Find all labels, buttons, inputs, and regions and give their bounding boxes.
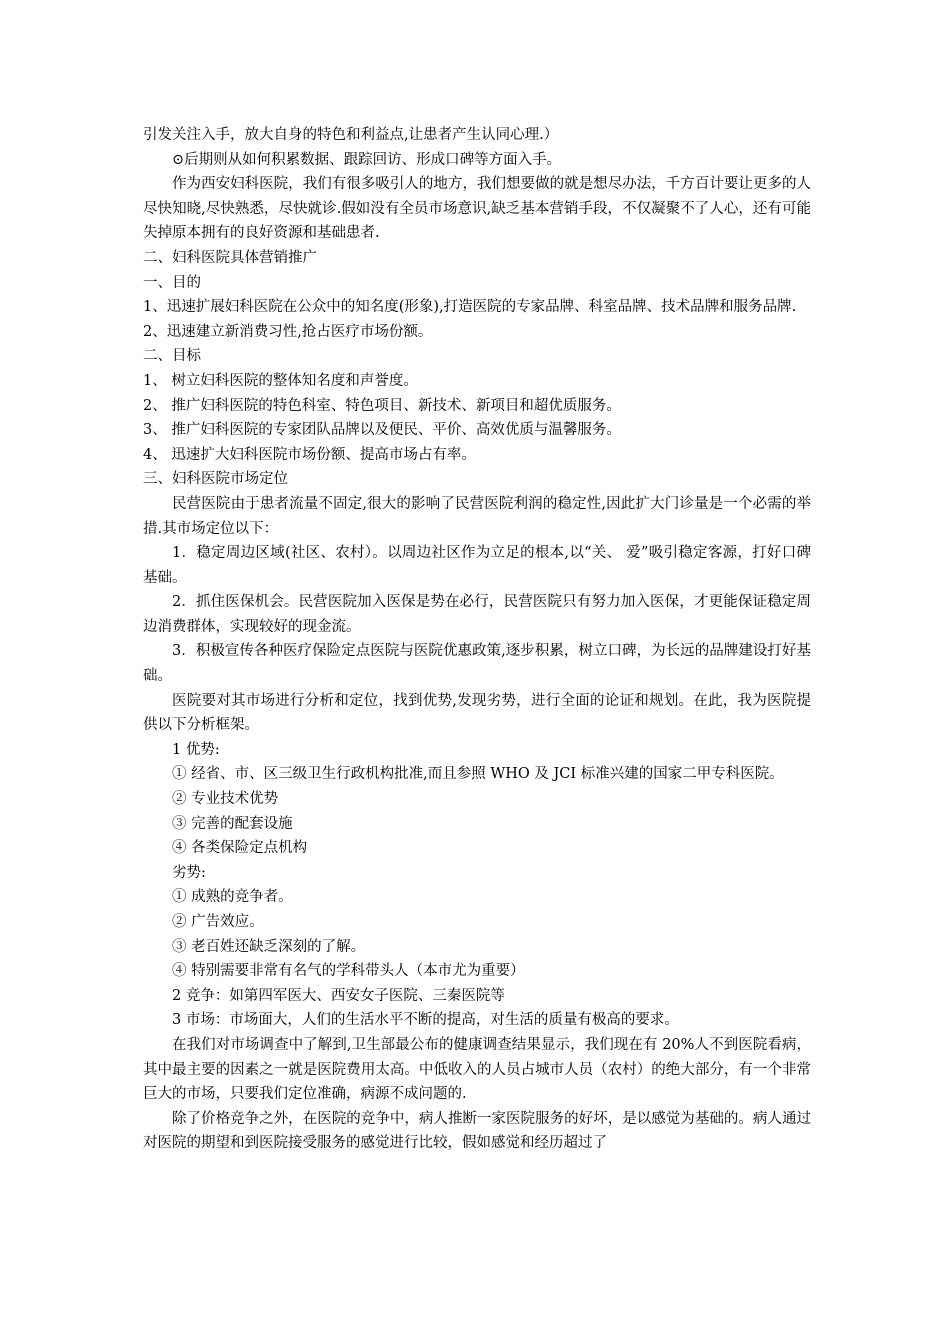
list-heading: 2 竞争：如第四军医大、西安女子医院、三秦医院等 xyxy=(172,987,505,1004)
list-item: 1、迅速扩展妇科医院在公众中的知名度(形象),打造医院的专家品牌、科室品牌、技术品牌和服务品牌. xyxy=(143,299,797,316)
list-item: ③ 老百姓还缺乏深刻的了解。 xyxy=(172,938,366,955)
list-item: ③ 完善的配套设施 xyxy=(172,815,293,832)
list-item: 3、 推广妇科医院的专家团队品牌以及便民、平价、高效优质与温馨服务。 xyxy=(143,422,621,439)
list-item: 3．积极宣传各种医疗保险定点医院与医院优惠政策,逐步积累，树立口碑，为长远的品牌建设打好基础。 xyxy=(143,643,811,685)
list-heading: 1 优势: xyxy=(172,741,220,758)
list-item: 2、 推广妇科医院的特色科室、特色项目、新技术、新项目和超优质服务。 xyxy=(143,397,621,414)
paragraph: 除了价格竞争之外，在医院的竞争中，病人推断一家医院服务的好坏，是以感觉为基础的。病人通过对医院的期望和到医院接受服务的感觉进行比较，假如感觉和经历超过了 xyxy=(143,1110,811,1152)
list-heading: 3 市场：市场面大，人们的生活水平不断的提高，对生活的质量有极高的要求。 xyxy=(172,1012,679,1029)
list-item: ④ 各类保险定点机构 xyxy=(172,840,308,857)
paragraph: 民营医院由于患者流量不固定,很大的影响了民营医院利润的稳定性,因此扩大门诊量是一个必需的举措.其市场定位以下： xyxy=(143,495,811,537)
section-heading: 二、妇科医院具体营销推广 xyxy=(143,249,317,266)
subsection-heading: 二、目标 xyxy=(143,348,201,365)
list-item: ② 广告效应。 xyxy=(172,914,264,930)
subsection-heading: 三、妇科医院市场定位 xyxy=(143,471,288,488)
paragraph: 作为西安妇科医院，我们有很多吸引人的地方，我们想要做的就是想尽办法，千方百计要让更多的人尽快知晓,尽快熟悉，尽快就诊.假如没有全员市场意识,缺乏基本营销手段，不仅凝聚不了人心，还有可能失掉原本拥有的良好资源和基础患者. xyxy=(143,176,811,242)
paragraph: 在我们对市场调查中了解到,卫生部最公布的健康调查结果显示，我们现在有 20%人不到医院看病，其中最主要的因素之一就是医院费用太高。中低收入的人员占城市人员（农村）的绝大部分，有一个非常巨大的市场，只要我们定位准确，病源不成问题的. xyxy=(143,1036,811,1103)
list-heading: 劣势: xyxy=(172,864,206,881)
list-item: ① 经省、市、区三级卫生行政机构批准,而且参照 WHO 及 JCI 标准兴建的国家二甲专科医院。 xyxy=(172,766,784,783)
paragraph: ⊙后期则从如何积累数据、跟踪回访、形成口碑等方面入手。 xyxy=(172,151,562,168)
list-item: ④ 特别需要非常有名气的学科带头人（本市尤为重要） xyxy=(172,963,525,980)
paragraph: 医院要对其市场进行分析和定位，找到优势,发现劣势，进行全面的论证和规划。在此，我为医院提供以下分析框架。 xyxy=(143,692,811,734)
document-body xyxy=(143,123,811,1156)
paragraph: 引发关注入手，放大自身的特色和利益点,让患者产生认同心理.） xyxy=(143,127,559,143)
list-item: 2、迅速建立新消费习性,抢占医疗市场份额。 xyxy=(143,323,433,340)
list-item: 1．稳定周边区域(社区、农村）。以周边社区作为立足的根本,以“关、 爱”吸引稳定客源，打好口碑基础。 xyxy=(143,545,811,586)
subsection-heading: 一、目的 xyxy=(143,274,201,291)
list-item: ② 专业技术优势 xyxy=(172,791,279,808)
list-item: 1、 树立妇科医院的整体知名度和声誉度。 xyxy=(143,372,418,389)
list-item: 4、 迅速扩大妇科医院市场份额、提高市场占有率。 xyxy=(143,446,476,463)
list-item: ① 成熟的竞争者。 xyxy=(172,889,293,906)
list-item: 2．抓住医保机会。民营医院加入医保是势在必行，民营医院只有努力加入医保，才更能保证稳定周边消费群体，实现较好的现金流。 xyxy=(143,594,811,635)
